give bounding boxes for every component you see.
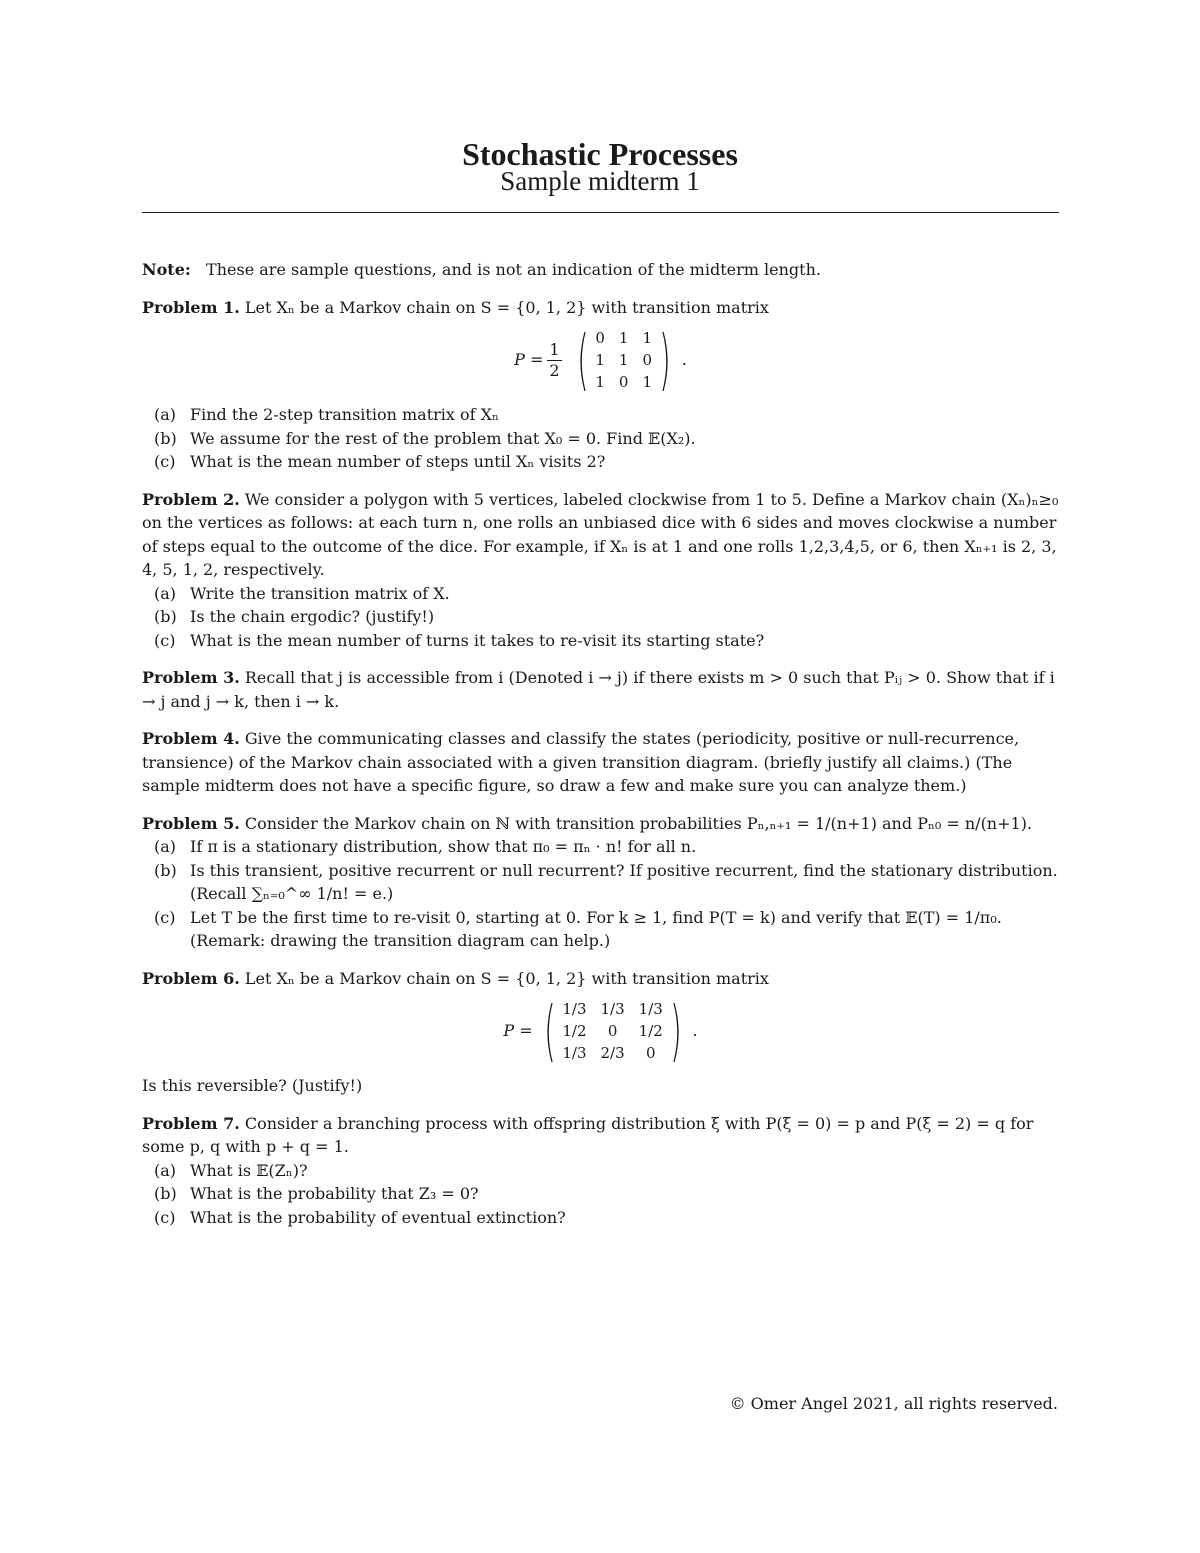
list-item — [142, 427, 1059, 451]
problem-2-label: Problem 2. — [142, 489, 240, 509]
list-item — [142, 1182, 1059, 1206]
matrix-cell: 0 — [642, 351, 652, 369]
list-item — [142, 450, 1059, 474]
problem-6 — [142, 967, 1059, 1098]
document-body — [142, 258, 1059, 1243]
problem-1-matrix: ( 0 1 1 1 1 0 1 0 1 ) — [576, 321, 671, 398]
list-item — [142, 605, 1059, 629]
problem-6-intro: Let Xₙ be a Markov chain on S = {0, 1, 2} with transition matrix — [244, 968, 769, 988]
part-label: (b) — [154, 607, 177, 626]
copyright-notice: © Omer Angel 2021, all rights reserved. — [729, 1394, 1058, 1413]
problem-7-parts — [142, 1159, 1059, 1230]
part-label: (a) — [154, 405, 177, 424]
part-text: What is 𝔼(Zₙ)? — [190, 1160, 308, 1180]
problem-7 — [142, 1112, 1059, 1230]
problem-2 — [142, 488, 1059, 653]
part-text: What is the mean number of turns it takes to re-visit its starting state? — [190, 630, 765, 650]
part-text: What is the probability that Z₃ = 0? — [190, 1184, 479, 1203]
problem-4-label: Problem 4. — [142, 729, 240, 748]
part-label: (b) — [154, 428, 177, 448]
matrix-cell: 2/3 — [600, 1044, 625, 1062]
list-item — [142, 835, 1059, 859]
list-item — [142, 1206, 1059, 1230]
list-item — [142, 1159, 1059, 1183]
part-text: What is the mean number of steps until Xₙ visits 2? — [190, 452, 606, 471]
list-item — [142, 403, 1059, 427]
part-text: Find the 2-step transition matrix of Xₙ — [190, 405, 499, 424]
list-item — [142, 629, 1059, 653]
part-text: Is the chain ergodic? (justify!) — [190, 607, 435, 626]
part-text: What is the probability of eventual extinction? — [190, 1207, 566, 1227]
matrix-cell: 1/3 — [562, 1000, 587, 1018]
matrix-cell: 1/3 — [638, 1000, 663, 1018]
note — [142, 258, 1059, 282]
problem-4 — [142, 727, 1059, 798]
matrix-cell: 1 — [595, 351, 605, 369]
matrix-cell: 0 — [645, 1044, 656, 1062]
part-text: We assume for the rest of the problem that X₀ = 0. Find 𝔼(X₂). — [190, 428, 696, 448]
document-title: Stochastic Processes — [462, 136, 738, 172]
matrix-cell: 1/2 — [562, 1022, 587, 1040]
problem-5-intro: Consider the Markov chain on ℕ with transition probabilities Pₙ,ₙ₊₁ = 1/(n+1) and Pₙ₀ = n/(n+1). — [244, 813, 1033, 833]
part-label: (b) — [154, 1184, 177, 1203]
part-label: (c) — [154, 452, 176, 471]
title-rule — [142, 212, 1059, 213]
part-text: Let T be the first time to re-visit 0, starting at 0. For k ≥ 1, find P(T = k) and verify that 𝔼(T) = 1/π₀. (Remark: drawing the transition diagram can help.) — [190, 907, 1002, 950]
problem-1-equation — [142, 321, 1059, 398]
matrix-cell: 0 — [607, 1022, 618, 1040]
problem-3-label: Problem 3. — [142, 668, 240, 687]
list-item — [142, 582, 1059, 606]
problem-4-text: Give the communicating classes and classify the states (periodicity, positive or null-recurrence, transience) of the Markov chain associated with a given transition diagram. (briefly justify all claims.) (The sample midterm does not have a specific figure, so draw a few and make sure you can analyze them.) — [142, 729, 1020, 795]
list-item — [142, 859, 1059, 906]
equation-period: . — [692, 1021, 698, 1041]
note-text: These are sample questions, and is not an indication of the midterm length. — [206, 260, 821, 279]
problem-1-eq-lhs: P = — [514, 350, 544, 370]
part-label: (c) — [154, 907, 176, 927]
scalar-denominator: 2 — [549, 360, 560, 380]
part-label: (c) — [154, 1207, 176, 1227]
matrix-cell: 1/3 — [600, 1000, 625, 1018]
problem-1-label: Problem 1. — [142, 297, 240, 317]
list-item — [142, 906, 1059, 953]
matrix-cell: 0 — [618, 373, 629, 391]
problem-1-intro: Let Xₙ be a Markov chain on S = {0, 1, 2} with transition matrix — [244, 297, 769, 317]
problem-2-text: We consider a polygon with 5 vertices, labeled clockwise from 1 to 5. Define a Markov chain (Xₙ)ₙ≥₀ on the vertices as follows: at each turn n, one rolls an unbiased dice with 6 sides and moves clockwise a number of steps equal to the outcome of the dice. For example, if Xₙ is at 1 and one rolls 1,2,3,4,5, or 6, then Xₙ₊₁ is 2, 3, 4, 5, 1, 2, respectively. — [142, 489, 1059, 579]
matrix-cell: 1 — [642, 373, 652, 391]
part-label: (b) — [154, 860, 177, 880]
part-text: Write the transition matrix of X. — [190, 583, 450, 603]
problem-7-label: Problem 7. — [142, 1113, 240, 1133]
matrix-cell: 0 — [595, 329, 605, 347]
matrix-cell: 1 — [595, 373, 605, 391]
matrix-cell: 1 — [642, 329, 652, 347]
document-subtitle: Sample midterm 1 — [500, 166, 700, 196]
equation-period: . — [681, 350, 687, 370]
part-label: (a) — [154, 837, 177, 856]
problem-6-matrix: ( 1/3 1/3 1/3 1/2 0 1/2 1/3 2/3 0 ) — [543, 992, 682, 1069]
matrix-cell: 1/2 — [638, 1022, 663, 1040]
problem-5 — [142, 812, 1059, 953]
problem-1 — [142, 296, 1059, 474]
problem-1-parts — [142, 403, 1059, 474]
note-label: Note: — [142, 260, 191, 279]
part-label: (a) — [154, 583, 177, 603]
part-text: Is this transient, positive recurrent or null recurrent? If positive recurrent, find the stationary distribution. (Recall ∑ₙ₌₀^∞ 1/n! = e.) — [190, 860, 1058, 903]
part-label: (a) — [154, 1160, 177, 1180]
problem-2-parts — [142, 582, 1059, 653]
problem-6-label: Problem 6. — [142, 968, 240, 988]
problem-7-text: Consider a branching process with offspring distribution ξ with P(ξ = 0) = p and P(ξ = 2) = q for some p, q with p + q = 1. — [142, 1113, 1034, 1156]
problem-1-scalar — [547, 340, 561, 381]
problem-6-eq-lhs: P = — [503, 1021, 533, 1041]
matrix-cell: 1 — [618, 329, 629, 347]
problem-5-label: Problem 5. — [142, 813, 240, 833]
problem-5-parts — [142, 835, 1059, 953]
problem-6-equation — [142, 992, 1059, 1069]
problem-3-text: Recall that j is accessible from i (Denoted i → j) if there exists m > 0 such that Pᵢⱼ > 0. Show that if i → j and j → k, then i → k. — [142, 668, 1055, 711]
problem-3 — [142, 666, 1059, 713]
part-label: (c) — [154, 630, 176, 650]
problem-6-question: Is this reversible? (Justify!) — [142, 1076, 363, 1095]
matrix-cell: 1/3 — [562, 1044, 587, 1062]
part-text: If π is a stationary distribution, show that π₀ = πₙ · n! for all n. — [190, 837, 697, 856]
scalar-numerator: 1 — [549, 339, 560, 359]
matrix-cell: 1 — [618, 351, 629, 369]
